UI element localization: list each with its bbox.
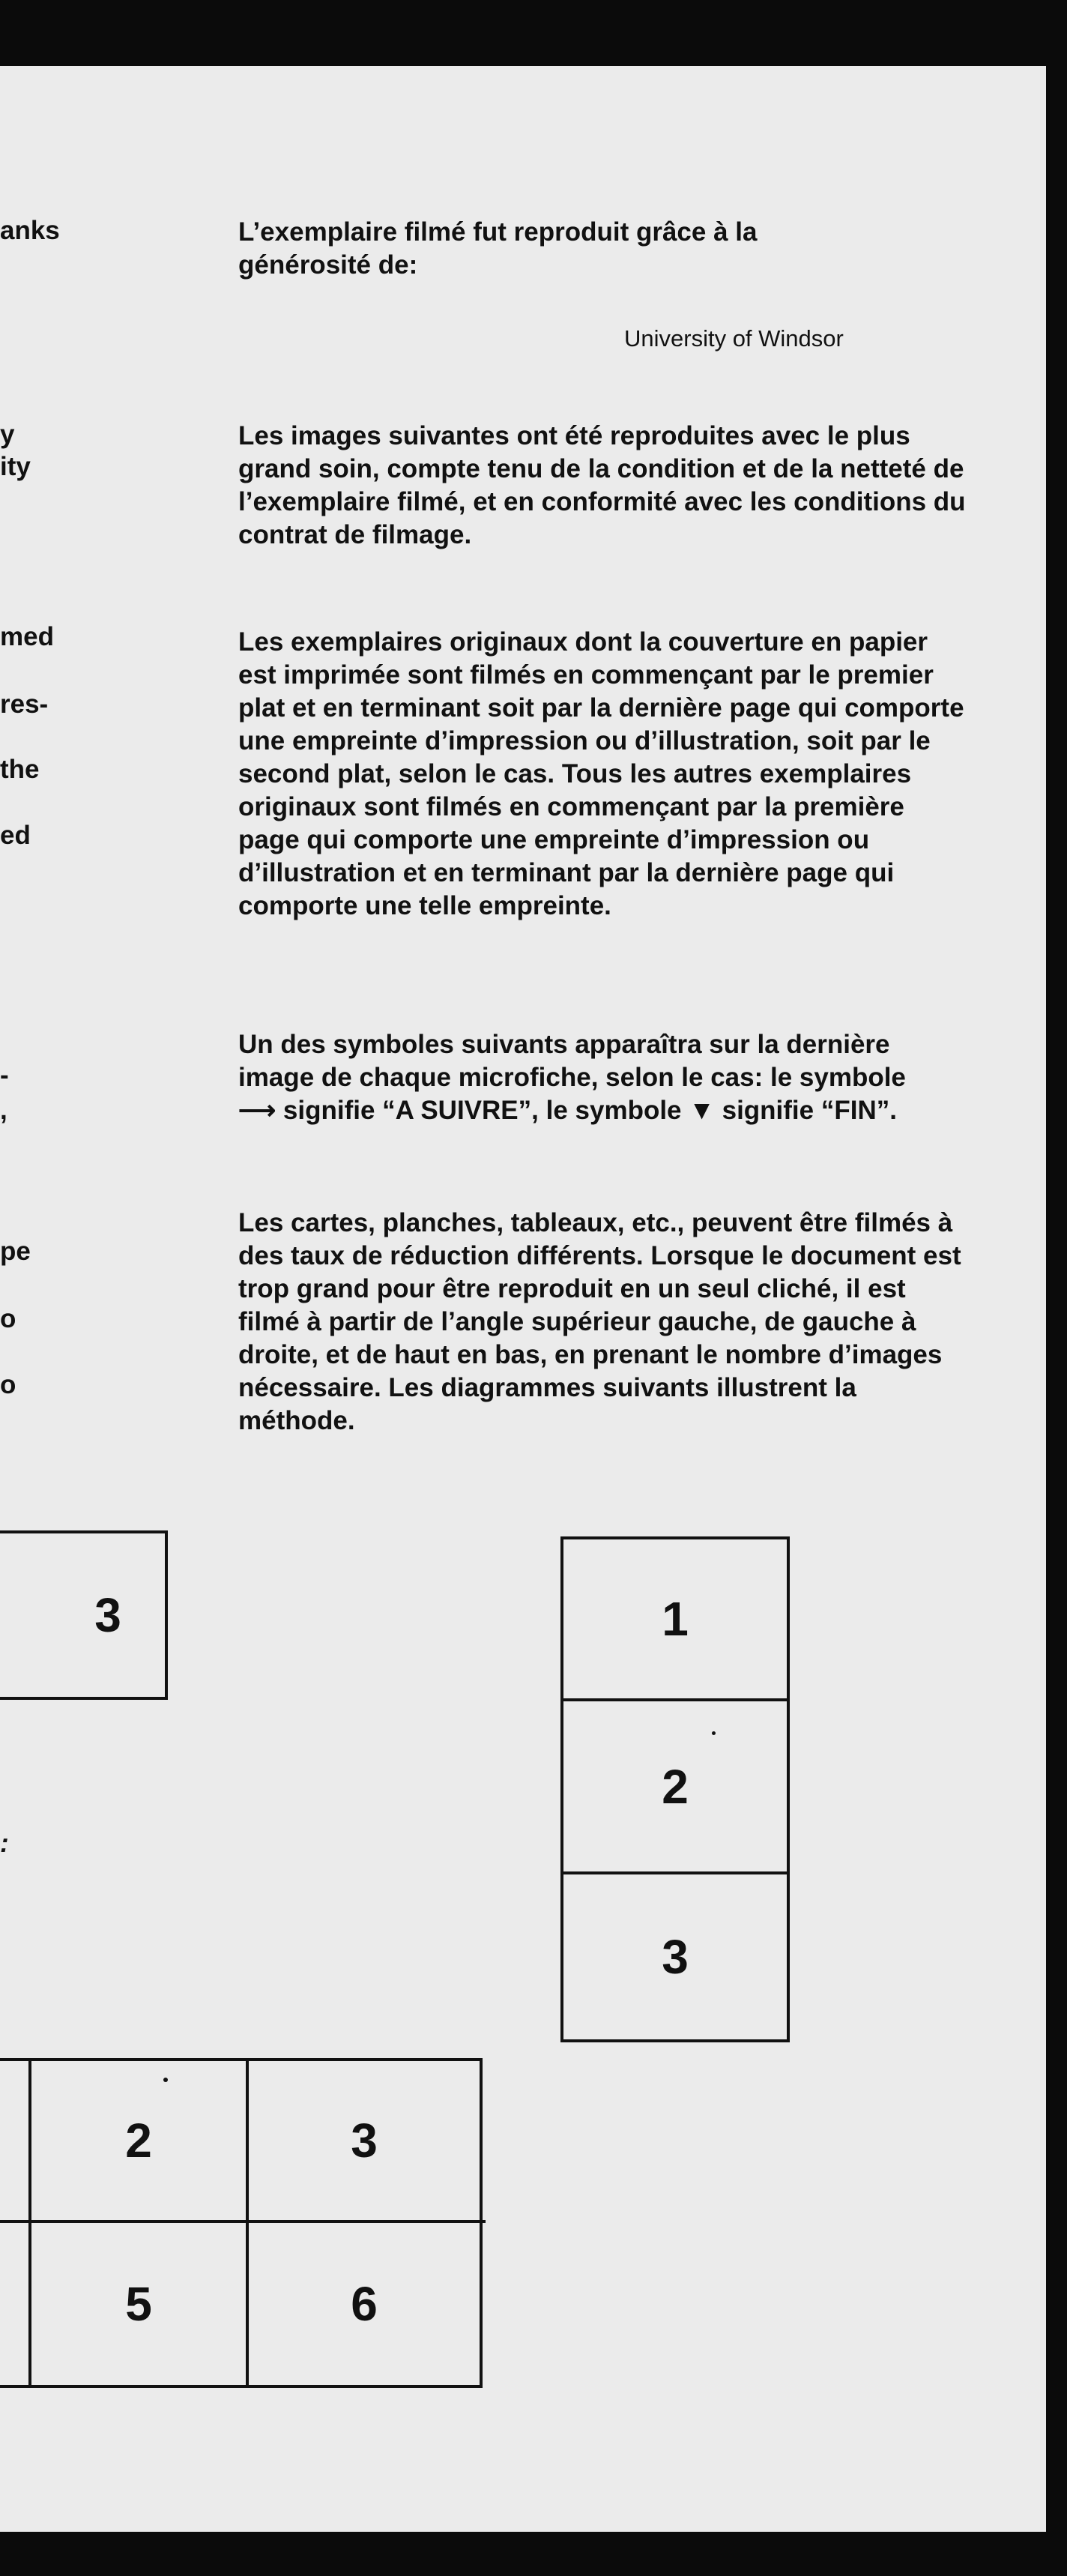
diagram-grid (0, 2058, 483, 2388)
diagram-single-box (0, 1530, 168, 1700)
left-fragment: , (0, 1096, 7, 1125)
left-fragment: y (0, 420, 15, 449)
diagram-cell: 3 (94, 1588, 121, 1642)
paragraph-originals: Les exemplaires originaux dont la couverture en papier est imprimée sont filmés en commençant par le premier plat et en terminant soit par la dernière page qui comporte une empreinte d’impression ou d’illustration, soit par le second plat, selon le cas. Tous les autres exemplaires originaux sont filmés en commençant par la première page qui comporte une empreinte d’impression ou d’illustration et en terminant par la dernière page qui comporte une telle empreinte. (238, 627, 964, 920)
left-fragment: - (0, 1061, 9, 1090)
left-fragment: ity (0, 452, 31, 481)
institution-name: University of Windsor (624, 325, 844, 352)
diagram-cell: 6 (351, 2277, 378, 2331)
scan-speck (163, 2078, 168, 2082)
left-fragment: : (0, 1829, 9, 1858)
diagram-cell: 3 (662, 1930, 689, 1984)
left-fragment: o (0, 1370, 16, 1399)
intro-text: L’exemplaire filmé fut reproduit grâce à la générosité de: (238, 217, 758, 280)
paragraph-images: Les images suivantes ont été reproduites avec le plus grand soin, compte tenu de la condition et de la netteté de l’exemplaire filmé, et en conformité avec les conditions du contrat de filmage. (238, 421, 966, 549)
left-fragment: anks (0, 216, 60, 245)
diagram-cell: 5 (125, 2277, 152, 2331)
diagram-cell: 2 (125, 2114, 152, 2168)
paragraph-maps: Les cartes, planches, tableaux, etc., peuvent être filmés à des taux de réduction différents. Lorsque le document est trop grand pour être reproduit en un seul cliché, il est filmé à partir de l’angle supérieur gauche, de gauche à droite, et de haut en bas, en prenant le nombre d’images nécessaire. Les diagrammes suivants illustrent la méthode. (238, 1208, 961, 1435)
diagram-vertical (560, 1536, 790, 2042)
diagram-cell: 3 (351, 2114, 378, 2168)
left-fragment: res- (0, 690, 49, 719)
left-fragment: med (0, 622, 54, 651)
left-fragment: pe (0, 1237, 31, 1266)
scan-speck (712, 1731, 716, 1735)
left-fragment: the (0, 755, 40, 784)
paragraph-symbols: Un des symboles suivants apparaîtra sur la dernière image de chaque microfiche, selon le cas: le symbole ⟶ signifie “A SUIVRE”, le symbole ▼ signifie “FIN”. (238, 1030, 906, 1125)
left-fragment: o (0, 1304, 16, 1333)
diagram-cell: 2 (563, 1701, 787, 1874)
diagram-cell: 1 (563, 1539, 787, 1701)
left-fragment: ed (0, 821, 31, 850)
